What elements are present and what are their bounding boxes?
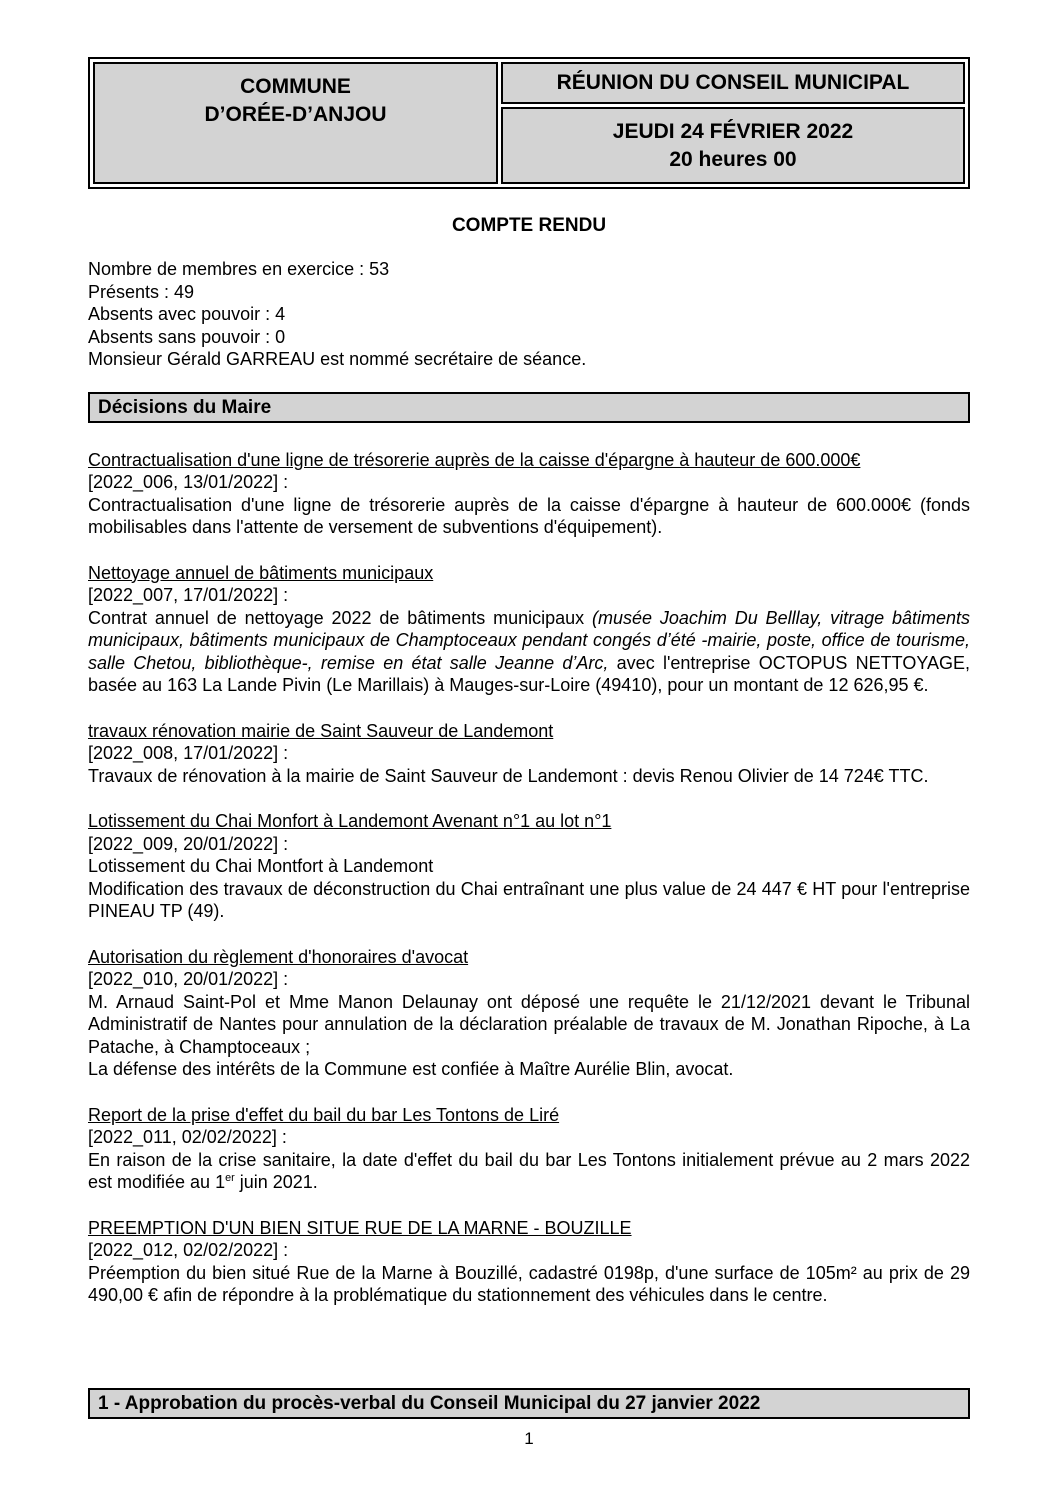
decision-item — [88, 810, 970, 923]
decision-paragraph — [88, 607, 970, 697]
text-run: Préemption du bien situé Rue de la Marne à Bouzillé, cadastré 0198p, d'une surface de 105m² au prix de 29 490,00 € afin de répondre à la problématique du stationnement des véhicules dans le centre. — [88, 1262, 970, 1305]
text-run: Travaux de rénovation à la mairie de Saint Sauveur de Landemont : devis Renou Olivier de 14 724€ TTC. — [88, 765, 929, 786]
decision-paragraph — [88, 878, 970, 923]
decision-ref: [2022_011, 02/02/2022] : — [88, 1127, 287, 1147]
decision-item — [88, 946, 970, 1081]
attendance-line-members: Nombre de membres en exercice : 53 — [88, 259, 390, 279]
commune-name-line1: COMMUNE — [240, 75, 351, 98]
decision-title: Lotissement du Chai Monfort à Landemont Avenant n°1 au lot n°1 — [88, 811, 612, 831]
decision-title: travaux rénovation mairie de Saint Sauveur de Landemont — [88, 720, 554, 741]
meeting-datetime-cell — [501, 107, 965, 184]
decision-item — [88, 1217, 970, 1307]
decision-title: Autorisation du règlement d'honoraires d'avocat — [88, 946, 469, 967]
commune-name-line2: D’ORÉE-D’ANJOU — [204, 103, 387, 126]
attendance-line-present: Présents : 49 — [88, 281, 195, 302]
attendance-line-absent-with-proxy: Absents avec pouvoir : 4 — [88, 304, 286, 324]
text-run: Contrat annuel de nettoyage 2022 de bâtiments municipaux — [88, 607, 592, 628]
decision-paragraph — [88, 1058, 970, 1081]
decision-ref: [2022_007, 17/01/2022] : — [88, 585, 289, 605]
text-run: er — [225, 1172, 235, 1184]
document-title: COMPTE RENDU — [451, 215, 607, 236]
decision-ref: [2022_008, 17/01/2022] : — [88, 743, 289, 763]
attendance-line-absent-without-proxy: Absents sans pouvoir : 0 — [88, 326, 286, 347]
meeting-date: JEUDI 24 FÉVRIER 2022 — [612, 119, 854, 143]
meeting-time: 20 heures 00 — [669, 147, 797, 171]
decision-paragraph — [88, 1262, 970, 1307]
decision-paragraph — [88, 1149, 970, 1194]
text-run: Contractualisation d'une ligne de trésorerie auprès de la caisse d'épargne à hauteur de 600.000€ (fonds mobilisables dans l'attente de versement de subventions d'équipement). — [88, 494, 970, 537]
decision-title: Contractualisation d'une ligne de trésorerie auprès de la caisse d'épargne à hauteur de 600.000€ — [88, 449, 861, 470]
decisions-list — [88, 449, 970, 1307]
decision-item — [88, 720, 970, 788]
text-run: avec l'entreprise OCTOPUS NETTOYAGE, basée au 163 La Lande Pivin (Le Marillais) à Mauges-sur-Loire (49410), pour un montant de 12 626,95 €. — [88, 652, 970, 695]
text-run: M. Arnaud Saint-Pol et Mme Manon Delaunay ont déposé une requête le 21/12/2021 devant le Tribunal Administratif de Nantes pour annulation de la déclaration préalable de travaux de M. Jonathan Ripoche, à La Patache, à Champtoceaux ; — [88, 991, 970, 1057]
decision-item — [88, 1104, 970, 1194]
decision-paragraph — [88, 855, 970, 878]
attendance-line-secretary: Monsieur Gérald GARREAU est nommé secrétaire de séance. — [88, 349, 587, 369]
decision-item — [88, 449, 970, 539]
text-run: En raison de la crise sanitaire, la date d'effet du bail du bar Les Tontons initialement prévue au 2 mars 2022 est modifiée au 1 — [88, 1149, 970, 1192]
header-table — [88, 57, 970, 189]
decision-ref: [2022_012, 02/02/2022] : — [88, 1240, 289, 1260]
text-run: La défense des intérêts de la Commune est confiée à Maître Aurélie Blin, avocat. — [88, 1059, 734, 1079]
decision-paragraph — [88, 991, 970, 1059]
decision-paragraph — [88, 494, 970, 539]
text-run: Modification des travaux de déconstruction du Chai entraînant une plus value de 24 447 € HT pour l'entreprise PINEAU TP (49). — [88, 878, 970, 921]
decision-paragraph — [88, 765, 970, 788]
meeting-title: RÉUNION DU CONSEIL MUNICIPAL — [556, 71, 910, 94]
text-run: Lotissement du Chai Montfort à Landemont — [88, 856, 434, 876]
section-header-decisions: Décisions du Maire — [88, 392, 970, 423]
text-run: juin 2021. — [234, 1172, 318, 1192]
text-run: (musée Joachim Du Belllay, vitrage bâtiments municipaux, bâtiments municipaux de Champtoceaux pendant congés d’été -mairie, poste, office de tourisme, salle Chetou, bibliothèque-, remise en état salle Jeanne d’Arc, — [88, 607, 970, 673]
meeting-title-cell — [501, 62, 965, 104]
section-header-approbation: 1 - Approbation du procès-verbal du Conseil Municipal du 27 janvier 2022 — [88, 1388, 970, 1419]
page-number: 1 — [524, 1429, 534, 1448]
decision-ref: [2022_009, 20/01/2022] : — [88, 833, 289, 854]
decision-title: Nettoyage annuel de bâtiments municipaux — [88, 562, 434, 583]
attendance-block — [88, 258, 970, 371]
decision-ref: [2022_006, 13/01/2022] : — [88, 472, 289, 492]
decision-title: PREEMPTION D'UN BIEN SITUE RUE DE LA MARNE - BOUZILLE — [88, 1217, 632, 1238]
decision-item — [88, 562, 970, 697]
decision-title: Report de la prise d'effet du bail du bar Les Tontons de Liré — [88, 1104, 560, 1125]
commune-cell — [93, 62, 498, 184]
decision-ref: [2022_010, 20/01/2022] : — [88, 969, 289, 989]
